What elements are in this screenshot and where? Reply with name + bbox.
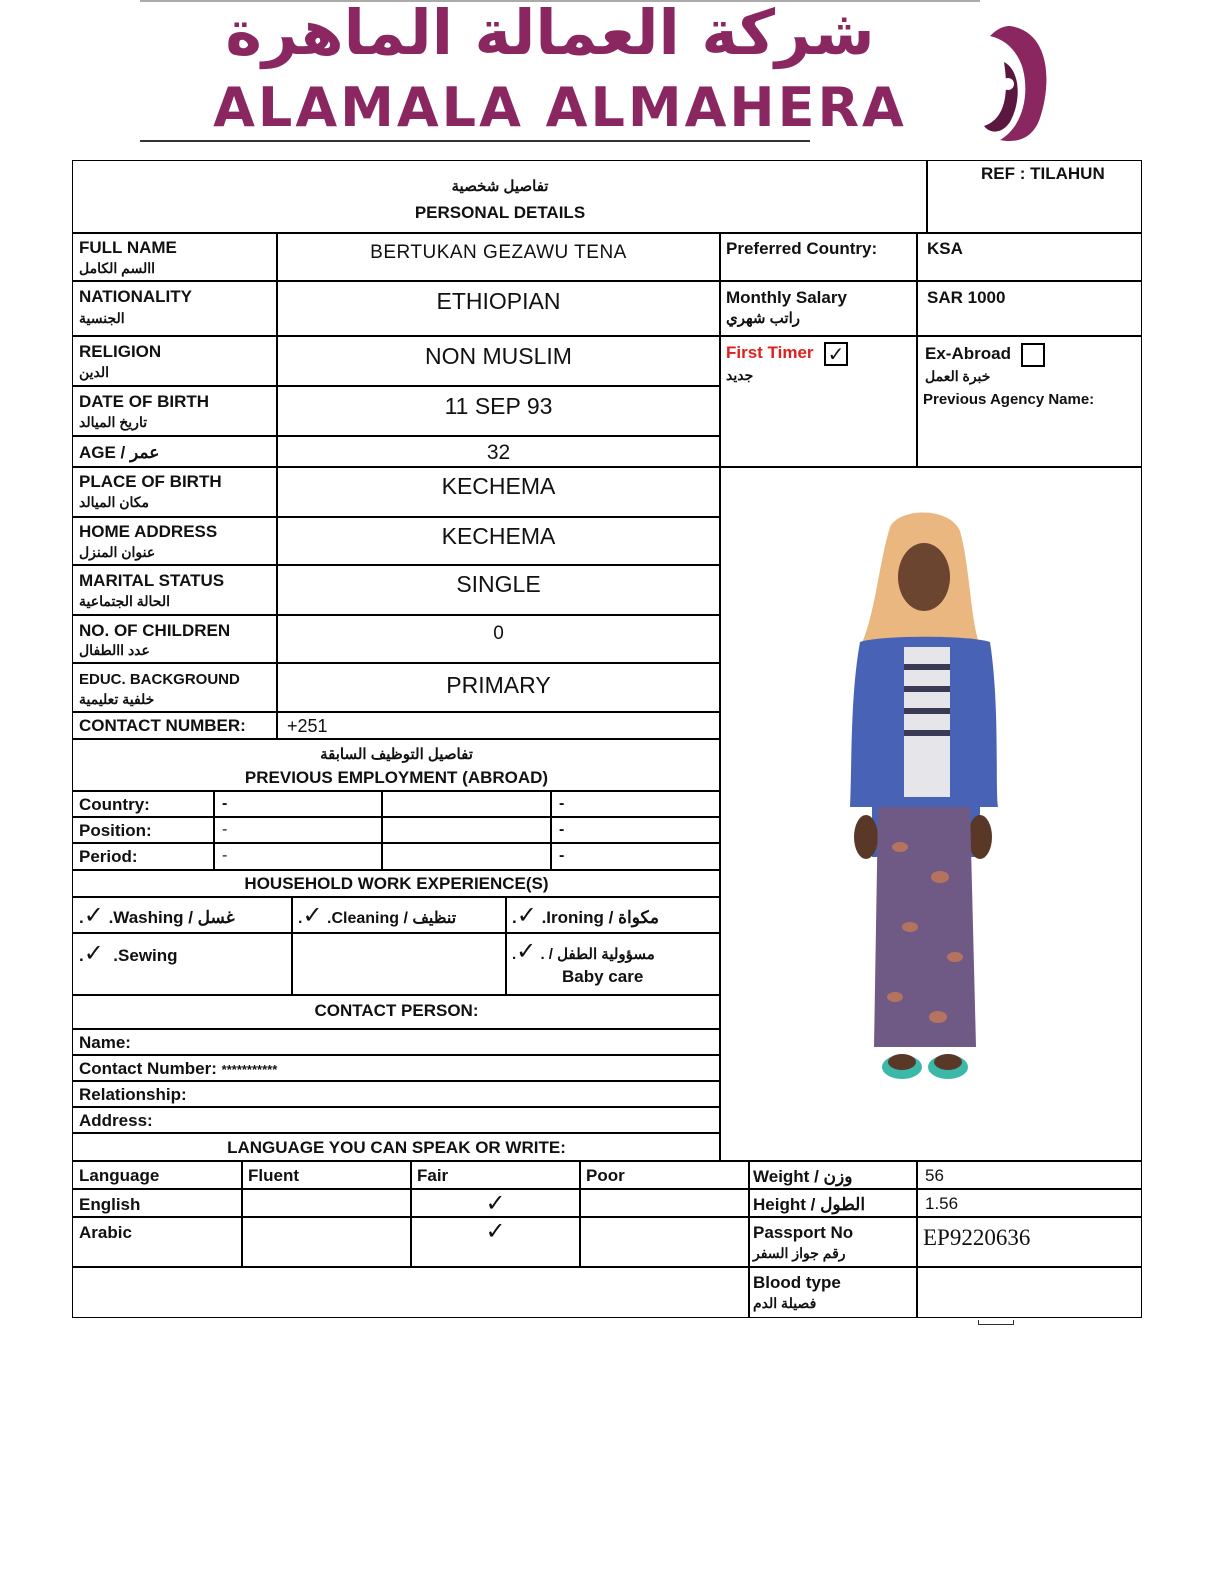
company-logo bbox=[140, 0, 1060, 150]
ex-abroad-checkbox[interactable] bbox=[1021, 343, 1045, 367]
lang-fair-check-icon: ✓ bbox=[485, 1217, 506, 1245]
contact-relationship-row bbox=[72, 1080, 721, 1108]
prev-employment-title: PREVIOUS EMPLOYMENT (ABROAD) bbox=[244, 768, 549, 787]
passport-value: EP9220636 bbox=[923, 1225, 1031, 1250]
full-name-label-cell bbox=[72, 232, 278, 282]
pob-label-cell bbox=[72, 466, 278, 518]
children-label-ar: عدد االطفال bbox=[79, 642, 150, 658]
full-name-label: FULL NAME bbox=[79, 238, 177, 257]
dob-cell bbox=[276, 385, 721, 437]
lang-header-language: Language bbox=[79, 1166, 160, 1185]
logo-bottom-rule bbox=[140, 140, 810, 142]
household-title: HOUSEHOLD WORK EXPERIENCE(S) bbox=[244, 874, 549, 893]
language-blank-row bbox=[72, 1266, 750, 1318]
address-label-cell bbox=[72, 516, 278, 566]
contact-number-label: Contact Number: bbox=[79, 1059, 217, 1078]
marital-label-cell bbox=[72, 564, 278, 616]
pref-country-label: Preferred Country: bbox=[726, 239, 878, 258]
nationality-label-cell bbox=[72, 280, 278, 337]
blood-type-label-ar: فصيلة الدم bbox=[753, 1295, 817, 1311]
lang-name: English bbox=[79, 1195, 141, 1214]
children-value: 0 bbox=[493, 623, 504, 644]
skill-empty bbox=[291, 932, 507, 996]
ref-label: REF : TILAHUN bbox=[981, 164, 1105, 183]
educ-label-cell bbox=[72, 662, 278, 713]
address-value: KECHEMA bbox=[441, 523, 556, 549]
employment-cell: - bbox=[222, 795, 228, 812]
ex-abroad-cell bbox=[916, 335, 1142, 468]
contact-person-header bbox=[72, 994, 721, 1030]
salary-label-cell bbox=[719, 280, 918, 337]
employment-cell: - bbox=[222, 847, 228, 864]
employment-row-label: Position: bbox=[79, 821, 152, 840]
salary-label: Monthly Salary bbox=[726, 288, 847, 307]
age-label: AGE / عمر bbox=[79, 443, 160, 462]
prev-employment-title-ar: تفاصيل التوظيف السابقة bbox=[320, 746, 473, 763]
contact-number-value: *********** bbox=[221, 1062, 278, 1077]
lang-header-fluent: Fluent bbox=[248, 1166, 299, 1185]
employment-cell: - bbox=[559, 821, 565, 838]
sewing-label: .Sewing bbox=[113, 946, 178, 965]
religion-value: NON MUSLIM bbox=[425, 343, 572, 369]
dob-value: 11 SEP 93 bbox=[444, 393, 553, 419]
contact-person-title: CONTACT PERSON: bbox=[314, 1001, 479, 1020]
contact-name-row bbox=[72, 1028, 721, 1056]
religion-label-ar: الدين bbox=[79, 364, 110, 380]
first-timer-cell bbox=[719, 335, 918, 468]
educ-value: PRIMARY bbox=[446, 672, 551, 698]
dob-label: DATE OF BIRTH bbox=[79, 392, 210, 411]
ex-abroad-label: Ex-Abroad bbox=[925, 344, 1011, 363]
educ-label: EDUC. BACKGROUND bbox=[79, 671, 240, 688]
photo-cell bbox=[719, 466, 1142, 1162]
age-cell bbox=[276, 435, 721, 468]
educ-cell bbox=[276, 662, 721, 713]
marital-value: SINGLE bbox=[456, 571, 541, 597]
personal-details-title: PERSONAL DETAILS bbox=[414, 203, 586, 222]
babycare-label-ar: مسؤولية الطفل / bbox=[548, 946, 655, 963]
contact-label: CONTACT NUMBER: bbox=[79, 716, 246, 735]
salary-label-ar: راتب شهري bbox=[726, 310, 800, 327]
skill-sewing: .✓ .Sewing bbox=[72, 932, 293, 996]
skill-washing: .✓ .غسل / Washing bbox=[72, 896, 293, 934]
nationality-label-ar: الجنسية bbox=[79, 310, 125, 326]
nationality-value: ETHIOPIAN bbox=[436, 288, 561, 314]
skill-ironing: .✓ .مكواة / Ironing bbox=[505, 896, 721, 934]
address-label-ar: عنوان المنزل bbox=[79, 544, 156, 560]
ref-box bbox=[926, 160, 1142, 234]
first-timer-checkbox[interactable]: ✓ bbox=[824, 342, 848, 366]
washing-check-icon: ✓ bbox=[83, 901, 104, 929]
children-label: NO. OF CHILDREN bbox=[79, 621, 231, 640]
salary-value: SAR 1000 bbox=[927, 288, 1006, 307]
household-header bbox=[72, 869, 721, 898]
address-label: HOME ADDRESS bbox=[79, 522, 218, 541]
weight-value: 56 bbox=[925, 1166, 944, 1185]
full-name-label-ar: االسم الكامل bbox=[79, 260, 155, 276]
lang-fair-check-icon: ✓ bbox=[485, 1189, 506, 1217]
nationality-label: NATIONALITY bbox=[79, 287, 193, 306]
religion-cell bbox=[276, 335, 721, 387]
passport-label-ar: رقم جواز السفر bbox=[753, 1245, 846, 1261]
marital-cell bbox=[276, 564, 721, 616]
skill-babycare: .✓ . مسؤولية الطفل / Baby care bbox=[505, 932, 721, 996]
applicant-photo bbox=[820, 507, 1020, 1097]
weight-label: Weight / وزن bbox=[753, 1167, 853, 1186]
employment-row-label: Period: bbox=[79, 847, 138, 866]
employment-cell: - bbox=[222, 821, 228, 838]
skill-cleaning: .✓ .تنظيف / Cleaning bbox=[291, 896, 507, 934]
ex-abroad-label-ar: خبرة العمل bbox=[925, 368, 991, 384]
religion-label-cell bbox=[72, 335, 278, 387]
employment-cell: - bbox=[559, 795, 565, 812]
logo-arabic-text: شركة العمالة الماهرة bbox=[225, 0, 875, 69]
prev-agency-label: Previous Agency Name: bbox=[923, 391, 1095, 408]
age-label-cell bbox=[72, 435, 278, 468]
contact-cell bbox=[276, 711, 721, 740]
ironing-check-icon: ✓ bbox=[516, 901, 537, 929]
cleaning-check-icon: ✓ bbox=[302, 901, 323, 929]
full-name-value: BERTUKAN GEZAWU TENA bbox=[370, 242, 627, 263]
full-name-cell bbox=[276, 232, 721, 282]
blood-type-label: Blood type bbox=[753, 1273, 841, 1292]
pob-value: KECHEMA bbox=[441, 473, 556, 499]
prev-employment-header bbox=[72, 738, 721, 792]
personal-details-header bbox=[72, 160, 928, 234]
dob-label-ar: تاريخ الميالد bbox=[79, 414, 148, 430]
height-value: 1.56 bbox=[925, 1194, 959, 1213]
contact-name-label: Name: bbox=[79, 1033, 131, 1052]
children-label-cell bbox=[72, 614, 278, 664]
page-mark bbox=[978, 1320, 1014, 1325]
pref-country-label-cell bbox=[719, 232, 918, 282]
ref-value: TILAHUN bbox=[1030, 164, 1105, 183]
babycare-label: Baby care bbox=[562, 967, 644, 986]
logo-emblem-icon bbox=[980, 22, 1060, 146]
address-cell bbox=[276, 516, 721, 566]
washing-label: غسل / Washing bbox=[113, 908, 235, 927]
language-header bbox=[72, 1132, 721, 1162]
cleaning-label: تنظيف / Cleaning bbox=[331, 910, 457, 927]
logo-english-text: ALAMALA ALMAHERA bbox=[213, 76, 907, 139]
religion-label: RELIGION bbox=[79, 342, 162, 361]
contact-address-label: Address: bbox=[79, 1111, 153, 1130]
children-cell bbox=[276, 614, 721, 664]
babycare-check-icon: ✓ bbox=[516, 937, 537, 965]
educ-label-ar: خلفية تعليمية bbox=[79, 691, 155, 707]
first-timer-label: First Timer bbox=[726, 343, 814, 362]
lang-header-poor: Poor bbox=[586, 1166, 625, 1185]
pref-country-cell bbox=[916, 232, 1142, 282]
lang-name: Arabic bbox=[79, 1223, 132, 1242]
contact-relationship-label: Relationship: bbox=[79, 1085, 187, 1104]
language-title: LANGUAGE YOU CAN SPEAK OR WRITE: bbox=[227, 1138, 566, 1157]
contact-number-row bbox=[72, 1054, 721, 1082]
passport-label: Passport No bbox=[753, 1223, 854, 1242]
lang-header-fair: Fair bbox=[417, 1166, 449, 1185]
pob-label: PLACE OF BIRTH bbox=[79, 472, 222, 491]
marital-label-ar: الحالة الجتماعية bbox=[79, 593, 170, 609]
contact-value: +251 bbox=[287, 716, 328, 736]
employment-cell: - bbox=[559, 847, 565, 864]
pob-cell bbox=[276, 466, 721, 518]
personal-details-title-ar: تفاصيل شخصية bbox=[451, 178, 549, 195]
pob-label-ar: مكان الميالد bbox=[79, 494, 150, 510]
marital-label: MARITAL STATUS bbox=[79, 571, 225, 590]
contact-address-row bbox=[72, 1106, 721, 1134]
salary-cell bbox=[916, 280, 1142, 337]
height-label: Height / الطول bbox=[753, 1195, 866, 1214]
first-timer-label-ar: جديد bbox=[726, 367, 754, 383]
dob-label-cell bbox=[72, 385, 278, 437]
ironing-label: مكواة / Ironing bbox=[546, 908, 659, 927]
sewing-check-icon: ✓ bbox=[83, 939, 104, 967]
nationality-cell bbox=[276, 280, 721, 337]
contact-label-cell bbox=[72, 711, 278, 740]
age-value: 32 bbox=[486, 441, 511, 464]
pref-country-value: KSA bbox=[927, 239, 963, 258]
employment-row-label: Country: bbox=[79, 795, 150, 814]
